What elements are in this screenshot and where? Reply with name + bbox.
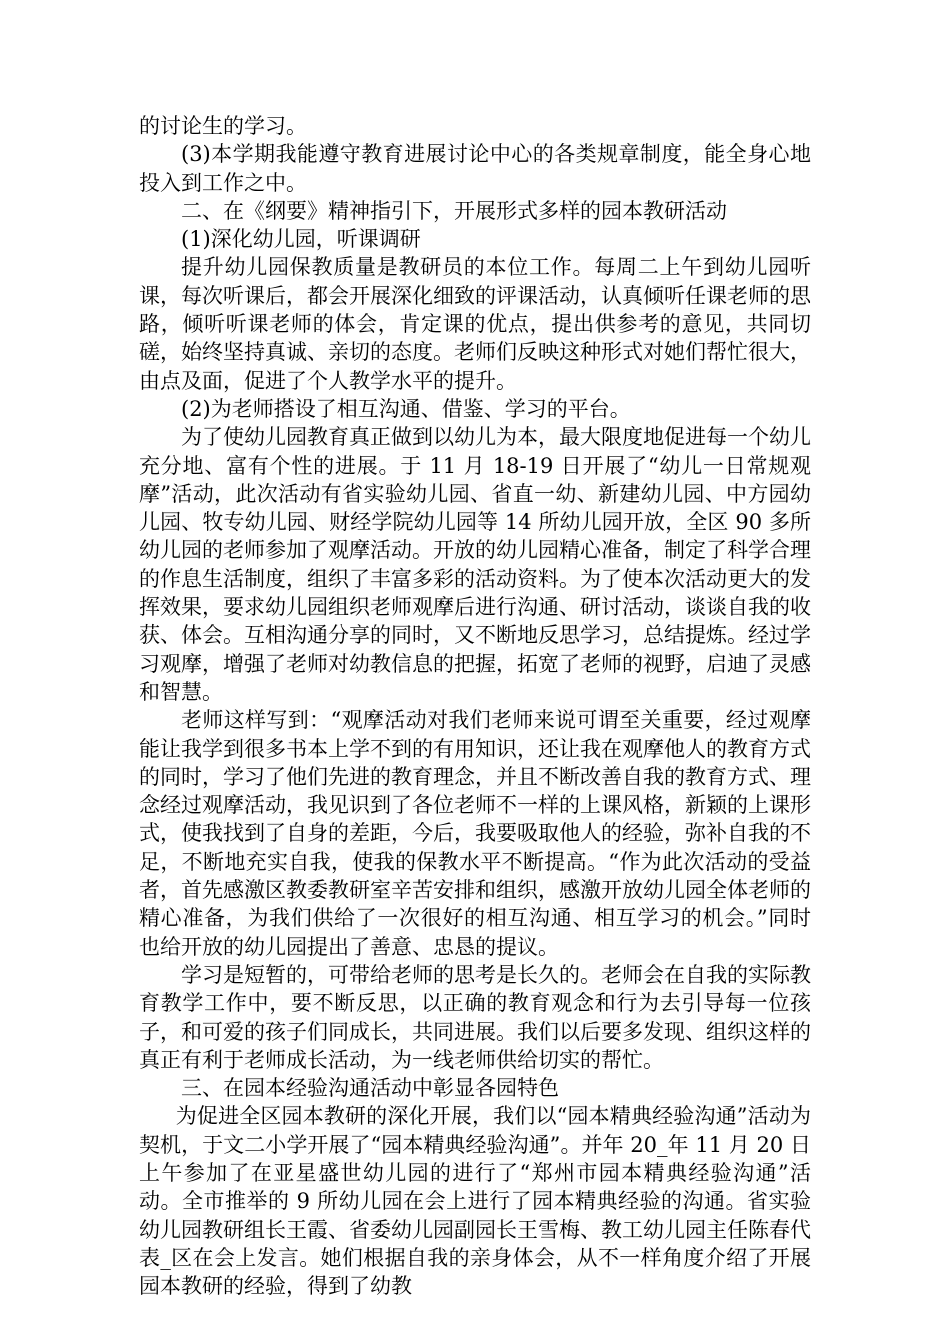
paragraph-experience-exchange: 为促进全区园本教研的深化开展，我们以“园本精典经验沟通”活动为契机，于文二小学开展了“园本精典经验沟通”。并年 20_年 11 月 20 日上午参加了在亚星盛世幼儿园的进行了“郑州市园本精典经验沟通”活动。全市推举的 9 所幼儿园在会上进行了园本精典经验的沟通。省实验幼儿园教研组长王霞、省委幼儿园副园长王雪梅、教工幼儿园主任陈春代表_区在会上发言。她们根据自我的亲身体会，从不一样角度介绍了开展园本教研的经验，得到了幼教: [139, 1104, 811, 1299]
paragraph-teacher-quote: 老师这样写到：“观摩活动对我们老师来说可谓至关重要，经过观摩能让我学到很多书本上学不到的有用知识，还让我在观摩他人的教育方式的同时，学习了他们先进的教育理念，并且不断改善自我的教育方式、理念经过观摩活动，我见识到了各位老师不一样的上课风格，新颖的上课形式，使我找到了自身的差距，今后，我要吸取他人的经验，弥补自我的不足，不断地充实自我，使我的保教水平不断提高。“作为此次活动的受益者，首先感激区教委教研室辛苦安排和组织，感激开放幼儿园全体老师的精心准备，为我们供给了一次很好的相互沟通、相互学习的机会。”同时也给开放的幼儿园提出了善意、忠恳的提议。: [139, 708, 811, 959]
subheading-2: (2)为老师搭设了相互沟通、借鉴、学习的平台。: [181, 396, 631, 421]
section-heading-3: 三、在园本经验沟通活动中彰显各园特色: [181, 1076, 559, 1101]
document-page: [139, 112, 811, 1300]
paragraph-observation-activity: 为了使幼儿园教育真正做到以幼儿为本，最大限度地促进每一个幼儿充分地、富有个性的进展。于 11 月 18-19 日开展了“幼儿一日常规观摩”活动，此次活动有省实验幼儿园、省直一幼、新建幼儿园、中方园幼儿园、牧专幼儿园、财经学院幼儿园等 14 所幼儿园开放，全区 90 多所幼儿园的老师参加了观摩活动。开放的幼儿园精心准备，制定了科学合理的作息生活制度，组织了丰富多彩的活动资料。为了使本次活动更大的发挥效果，要求幼儿园组织老师观摩后进行沟通、研讨活动，谈谈自我的收获、体会。互相沟通分享的同时，又不断地反思学习，总结提炼。经过学习观摩，增强了老师对幼教信息的把握，拓宽了老师的视野，启迪了灵感和智慧。: [139, 425, 811, 704]
subheading-1: (1)深化幼儿园，听课调研: [181, 227, 421, 252]
paragraph-continuation: 的讨论生的学习。: [139, 114, 307, 138]
paragraph-lesson-observation: 提升幼儿园保教质量是教研员的本位工作。每周二上午到幼儿园听课，每次听课后，都会开展深化细致的评课活动，认真倾听任课老师的思路，倾听听课老师的体会，肯定课的优点，提出供参考的意见，共同切磋，始终坚持真诚、亲切的态度。老师们反映这种形式对她们帮忙很大，由点及面，促进了个人教学水平的提升。: [139, 255, 811, 393]
paragraph-item-3: (3)本学期我能遵守教育进展讨论中心的各类规章制度，能全身心地投入到工作之中。: [139, 142, 811, 195]
section-heading-2: 二、在《纲要》精神指引下，开展形式多样的园本教研活动: [181, 198, 727, 223]
paragraph-reflection: 学习是短暂的，可带给老师的思考是长久的。老师会在自我的实际教育教学工作中，要不断反思，以正确的教育观念和行为去引导每一位孩子，和可爱的孩子们同成长，共同进展。我们以后要多发现、组织这样的真正有利于老师成长活动，为一线老师供给切实的帮忙。: [139, 962, 811, 1072]
